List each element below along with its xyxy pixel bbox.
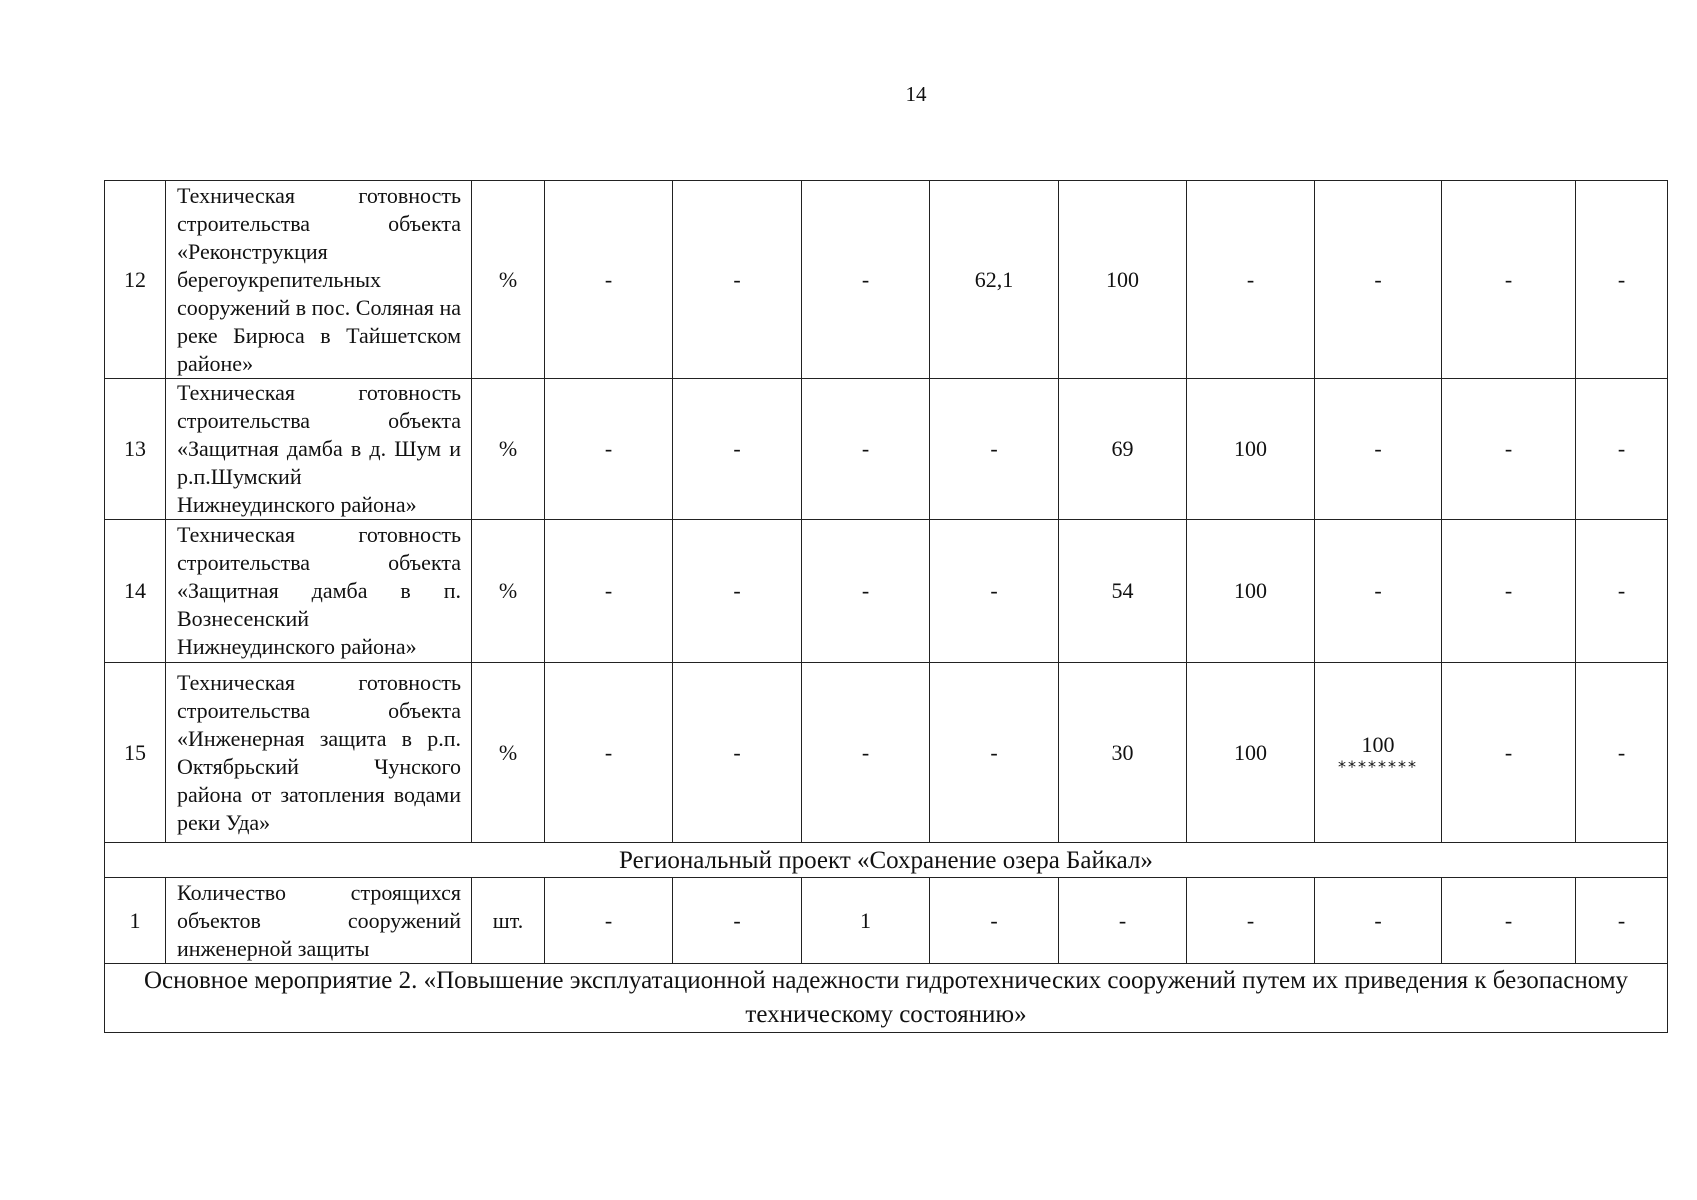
indicators-table: [104, 180, 1668, 1033]
main-activity-title: Основное мероприятие 2. «Повышение эксплуатационной надежности гидротехнических сооружений путем их приведения к безопасному техническому состоянию»: [105, 964, 1668, 1033]
section-title: Региональный проект «Сохранение озера Байкал»: [105, 843, 1668, 878]
indicator-description: Техническая готовность строительства объекта «Реконструкция берегоукрепительных сооружений в пос. Соляная на реке Бирюса в Тайшетском районе»: [166, 181, 472, 379]
row-number: 15: [105, 663, 166, 843]
value-text: 100: [1361, 731, 1395, 757]
unit-cell: %: [472, 181, 545, 379]
value-cell: 100: [1187, 520, 1315, 663]
section-header-row: [105, 843, 1668, 878]
value-cell: 1: [802, 878, 930, 964]
page-number: 14: [905, 82, 927, 106]
value-cell: 69: [1059, 379, 1187, 520]
value-cell: -: [1315, 878, 1442, 964]
value-cell: -: [1187, 878, 1315, 964]
unit-cell: шт.: [472, 878, 545, 964]
value-cell: -: [802, 520, 930, 663]
row-number: 13: [105, 379, 166, 520]
value-cell: -: [1442, 663, 1576, 843]
value-cell: -: [1442, 379, 1576, 520]
table-row: [105, 520, 1668, 663]
value-cell: 100: [1187, 663, 1315, 843]
value-cell: 54: [1059, 520, 1187, 663]
table-row: [105, 181, 1668, 379]
row-number: 14: [105, 520, 166, 663]
value-cell: 100: [1187, 379, 1315, 520]
value-cell-with-note: [1315, 663, 1442, 843]
value-cell: -: [802, 379, 930, 520]
value-cell: -: [673, 878, 802, 964]
value-cell: -: [1059, 878, 1187, 964]
value-cell: -: [545, 181, 673, 379]
table-row: [105, 663, 1668, 843]
value-cell: -: [1576, 379, 1668, 520]
value-cell: -: [545, 878, 673, 964]
value-cell: -: [1576, 181, 1668, 379]
indicator-description: Техническая готовность строительства объекта «Защитная дамба в д. Шум и р.п.Шумский Нижнеудинского района»: [166, 379, 472, 520]
value-cell: -: [1576, 878, 1668, 964]
indicator-description: Техническая готовность строительства объекта «Защитная дамба в п. Вознесенский Нижнеудинского района»: [166, 520, 472, 663]
value-cell: -: [1576, 663, 1668, 843]
value-cell: 100: [1059, 181, 1187, 379]
value-cell: -: [673, 520, 802, 663]
value-cell: -: [802, 181, 930, 379]
unit-cell: %: [472, 379, 545, 520]
indicator-description: Количество строящихся объектов сооружений инженерной защиты: [166, 878, 472, 964]
value-cell: 30: [1059, 663, 1187, 843]
value-cell: -: [930, 379, 1059, 520]
value-cell: -: [930, 520, 1059, 663]
value-cell: 62,1: [930, 181, 1059, 379]
value-cell: -: [1442, 520, 1576, 663]
footnote-marker: ********: [1338, 756, 1418, 776]
unit-cell: %: [472, 663, 545, 843]
value-cell: -: [1187, 181, 1315, 379]
value-cell: -: [1315, 379, 1442, 520]
value-cell: -: [673, 663, 802, 843]
value-cell: -: [930, 663, 1059, 843]
value-cell: -: [673, 379, 802, 520]
value-cell: -: [545, 663, 673, 843]
row-number: 12: [105, 181, 166, 379]
value-cell: -: [930, 878, 1059, 964]
value-cell: -: [1442, 181, 1576, 379]
value-cell: -: [1315, 181, 1442, 379]
value-cell: -: [1442, 878, 1576, 964]
row-number: 1: [105, 878, 166, 964]
value-cell: -: [802, 663, 930, 843]
value-cell: -: [545, 379, 673, 520]
indicator-description: Техническая готовность строительства объекта «Инженерная защита в р.п. Октябрьский Чунского района от затопления водами реки Уда»: [166, 663, 472, 843]
unit-cell: %: [472, 520, 545, 663]
value-cell: -: [673, 181, 802, 379]
value-cell: -: [1576, 520, 1668, 663]
table-row: [105, 379, 1668, 520]
table-row: [105, 878, 1668, 964]
value-cell: -: [545, 520, 673, 663]
value-cell: -: [1315, 520, 1442, 663]
main-activity-row: [105, 964, 1668, 1033]
